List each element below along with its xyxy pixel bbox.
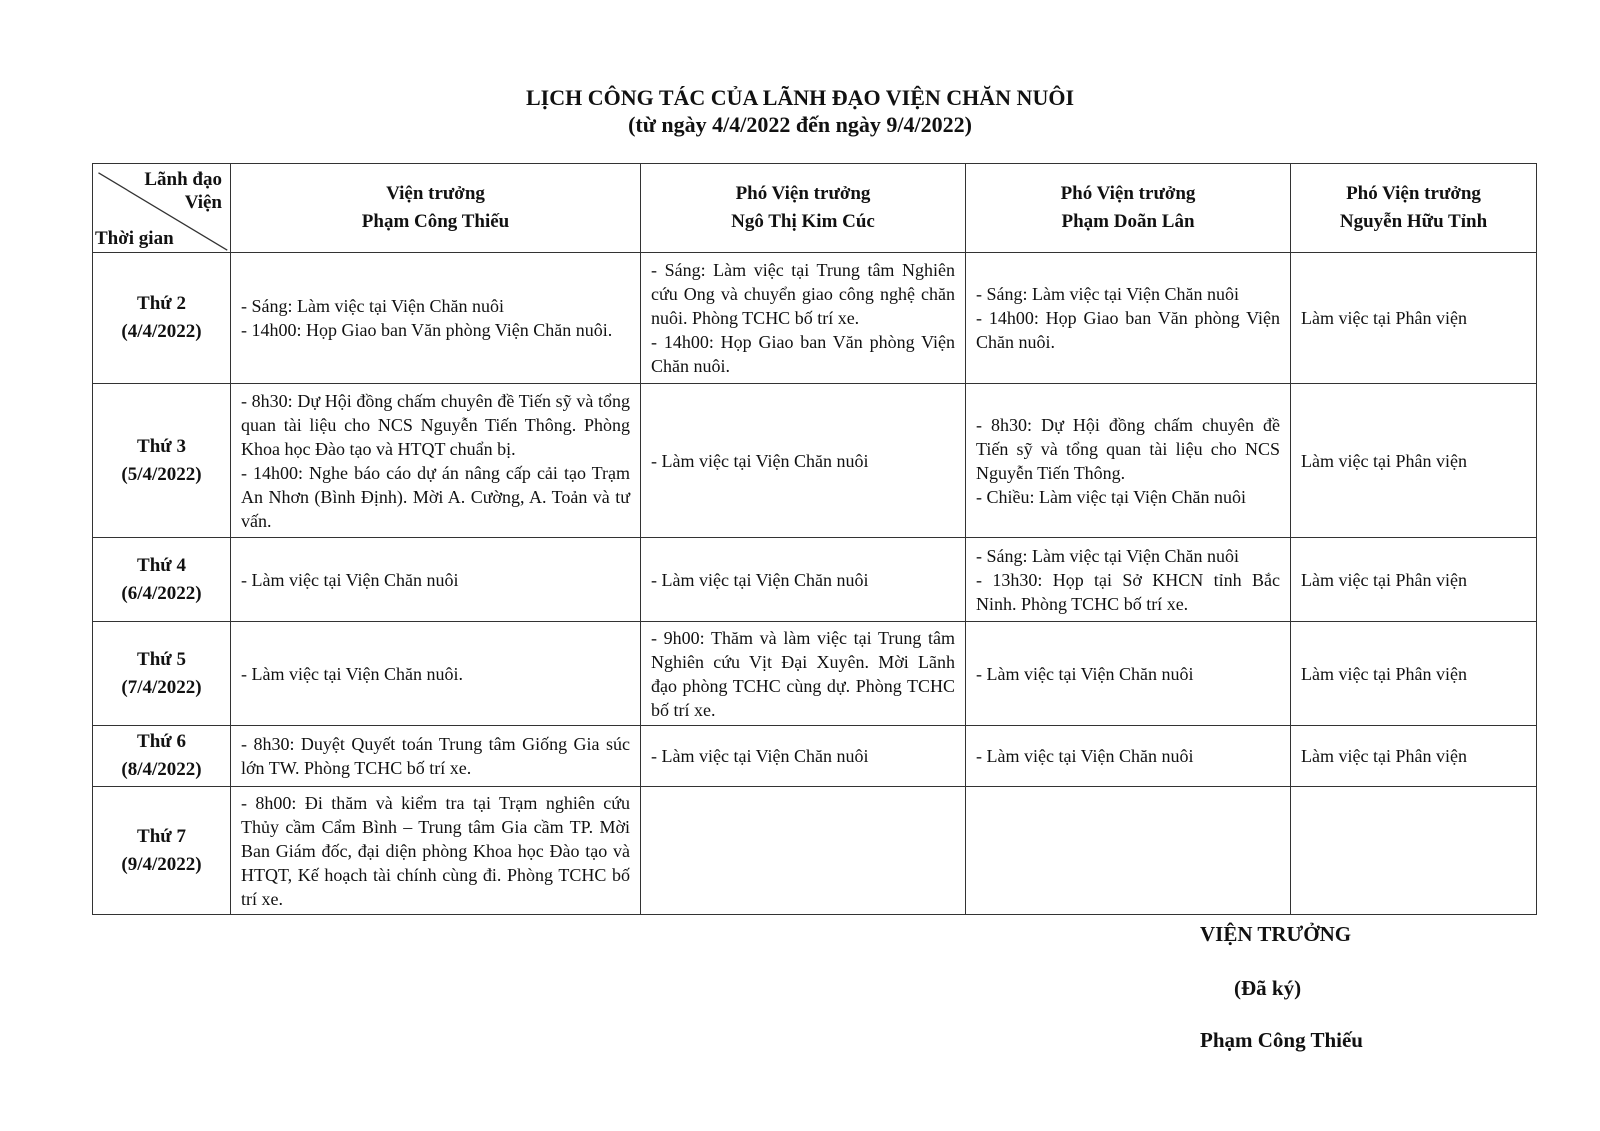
column-person: Phạm Doãn Lân [1061, 211, 1195, 232]
day-cell [93, 538, 231, 622]
schedule-entry: - Sáng: Làm việc tại Viện Chăn nuôi [241, 296, 505, 316]
schedule-cell [641, 622, 966, 726]
schedule-cell [231, 726, 641, 787]
day-cell [93, 253, 231, 384]
table-row [93, 538, 1537, 622]
document-title: LỊCH CÔNG TÁC CỦA LÃNH ĐẠO VIỆN CHĂN NUÔI [525, 85, 1075, 110]
schedule-entry: - Làm việc tại Viện Chăn nuôi [651, 569, 869, 590]
schedule-cell [1291, 622, 1537, 726]
schedule-entry: - Làm việc tại Viện Chăn nuôi [976, 746, 1194, 766]
schedule-cell-empty [641, 787, 966, 915]
day-cell [93, 622, 231, 726]
column-header [641, 164, 966, 253]
document-header [0, 84, 1600, 138]
signature-note: (Đã ký) [1234, 976, 1302, 1000]
schedule-cell [966, 726, 1291, 787]
schedule-entry: - Làm việc tại Viện Chăn nuôi [976, 663, 1194, 684]
table-row [93, 253, 1537, 384]
schedule-cell [1291, 538, 1537, 622]
schedule-entry: - Sáng: Làm việc tại Trung tâm Nghiên cứu Ong và chuyển giao công nghệ chăn nuôi. Phòng TCHC bố trí xe. [651, 260, 955, 328]
day-label: Thứ 2 [137, 293, 186, 314]
document-subtitle: (từ ngày 4/4/2022 đến ngày 9/4/2022) [628, 112, 972, 137]
signature-name: Phạm Công Thiếu [1200, 1028, 1363, 1052]
schedule-entry: Làm việc tại Phân viện [1301, 450, 1467, 471]
schedule-entry: - 14h00: Nghe báo cáo dự án nâng cấp cải tạo Trạm An Nhơn (Bình Định). Mời A. Cường, A. Toản và tư vấn. [241, 462, 630, 531]
schedule-cell [966, 538, 1291, 622]
schedule-entry: - 13h30: Họp tại Sở KHCN tỉnh Bắc Ninh. Phòng TCHC bố trí xe. [976, 569, 1280, 614]
schedule-entry: Làm việc tại Phân viện [1301, 308, 1467, 328]
schedule-cell [641, 538, 966, 622]
day-cell [93, 384, 231, 538]
day-label: Thứ 3 [137, 435, 186, 457]
schedule-cell [231, 538, 641, 622]
schedule-cell [966, 384, 1291, 538]
schedule-entry: Làm việc tại Phân viện [1301, 746, 1467, 766]
schedule-entry: - 8h30: Dự Hội đồng chấm chuyên đề Tiến sỹ và tổng quan tài liệu cho NCS Nguyễn Tiến Thông. [976, 414, 1280, 483]
day-label: Thứ 5 [137, 648, 186, 670]
day-label: Thứ 6 [137, 731, 186, 752]
schedule-entry: - Làm việc tại Viện Chăn nuôi [241, 569, 459, 590]
schedule-cell-empty [966, 787, 1291, 915]
day-date: (5/4/2022) [121, 463, 202, 485]
schedule-entry: - 8h30: Duyệt Quyết toán Trung tâm Giống Gia súc lớn TW. Phòng TCHC bố trí xe. [241, 734, 630, 778]
schedule-entry: - Làm việc tại Viện Chăn nuôi [651, 746, 869, 766]
schedule-cell [231, 787, 641, 915]
day-date: (7/4/2022) [121, 676, 202, 698]
column-person: Nguyễn Hữu Tỉnh [1339, 211, 1488, 232]
schedule-entry: Làm việc tại Phân viện [1301, 663, 1467, 684]
schedule-entry: - Sáng: Làm việc tại Viện Chăn nuôi [976, 284, 1240, 304]
day-label: Thứ 4 [137, 554, 186, 576]
table-row [93, 384, 1537, 538]
column-header [1291, 164, 1537, 253]
table-row [93, 726, 1537, 787]
column-role: Viện trưởng [386, 183, 485, 204]
schedule-cell [966, 622, 1291, 726]
schedule-entry: - 8h30: Dự Hội đồng chấm chuyên đề Tiến sỹ và tổng quan tài liệu cho NCS Nguyễn Tiến Thông. Phòng Khoa học Đào tạo và HTQT chuẩn bị. [241, 390, 630, 459]
day-date: (6/4/2022) [121, 582, 202, 604]
schedule-entry: - Làm việc tại Viện Chăn nuôi. [241, 663, 464, 684]
schedule-entry: - 14h00: Họp Giao ban Văn phòng Viện Chăn nuôi. [976, 308, 1280, 352]
schedule-entry: - 8h00: Đi thăm và kiểm tra tại Trạm nghiên cứu Thủy cầm Cẩm Bình – Trung tâm Gia cầm TP. Mời Ban Giám đốc, đại diện phòng Khoa học Đào tạo và HTQT, Kế hoạch tài chính cùng đi. Phòng TCHC bố trí xe. [241, 792, 630, 909]
schedule-entry: - 9h00: Thăm và làm việc tại Trung tâm Nghiên cứu Vịt Đại Xuyên. Mời Lãnh đạo phòng TCHC cùng dự. Phòng TCHC bố trí xe. [651, 627, 955, 720]
corner-leaders-label: Lãnh đạo Viện [144, 169, 222, 213]
schedule-cell [966, 253, 1291, 384]
schedule-cell [1291, 726, 1537, 787]
schedule-entry: - Làm việc tại Viện Chăn nuôi [651, 450, 869, 471]
schedule-cell-empty [1291, 787, 1537, 915]
schedule-cell [641, 726, 966, 787]
corner-header-cell [93, 164, 231, 253]
schedule-table [92, 163, 1537, 915]
schedule-entry: - 14h00: Họp Giao ban Văn phòng Viện Chăn nuôi. [651, 332, 955, 376]
day-date: (8/4/2022) [121, 759, 202, 780]
schedule-cell [231, 384, 641, 538]
day-date: (4/4/2022) [121, 321, 202, 342]
schedule-cell [1291, 253, 1537, 384]
schedule-entry: - Sáng: Làm việc tại Viện Chăn nuôi [976, 545, 1240, 566]
day-cell [93, 726, 231, 787]
column-role: Phó Viện trưởng [1346, 183, 1481, 204]
schedule-entry: - Chiều: Làm việc tại Viện Chăn nuôi [976, 486, 1247, 507]
schedule-cell [641, 253, 966, 384]
schedule-cell [1291, 384, 1537, 538]
column-role: Phó Viện trưởng [1060, 183, 1196, 204]
day-label: Thứ 7 [137, 825, 186, 847]
schedule-entry: - 14h00: Họp Giao ban Văn phòng Viện Chăn nuôi. [241, 320, 613, 340]
schedule-cell [231, 253, 641, 384]
table-row [93, 622, 1537, 726]
day-cell [93, 787, 231, 915]
signature-title: VIỆN TRƯỞNG [1200, 922, 1352, 946]
corner-time-label: Thời gian [95, 228, 174, 249]
schedule-cell [231, 622, 641, 726]
column-role: Phó Viện trưởng [735, 183, 871, 204]
table-row [93, 787, 1537, 915]
column-person: Ngô Thị Kim Cúc [731, 211, 875, 232]
column-header [966, 164, 1291, 253]
column-header [231, 164, 641, 253]
schedule-cell [641, 384, 966, 538]
column-person: Phạm Công Thiếu [361, 211, 510, 232]
day-date: (9/4/2022) [121, 853, 202, 875]
schedule-entry: Làm việc tại Phân viện [1301, 569, 1467, 590]
header-row [93, 164, 1537, 253]
